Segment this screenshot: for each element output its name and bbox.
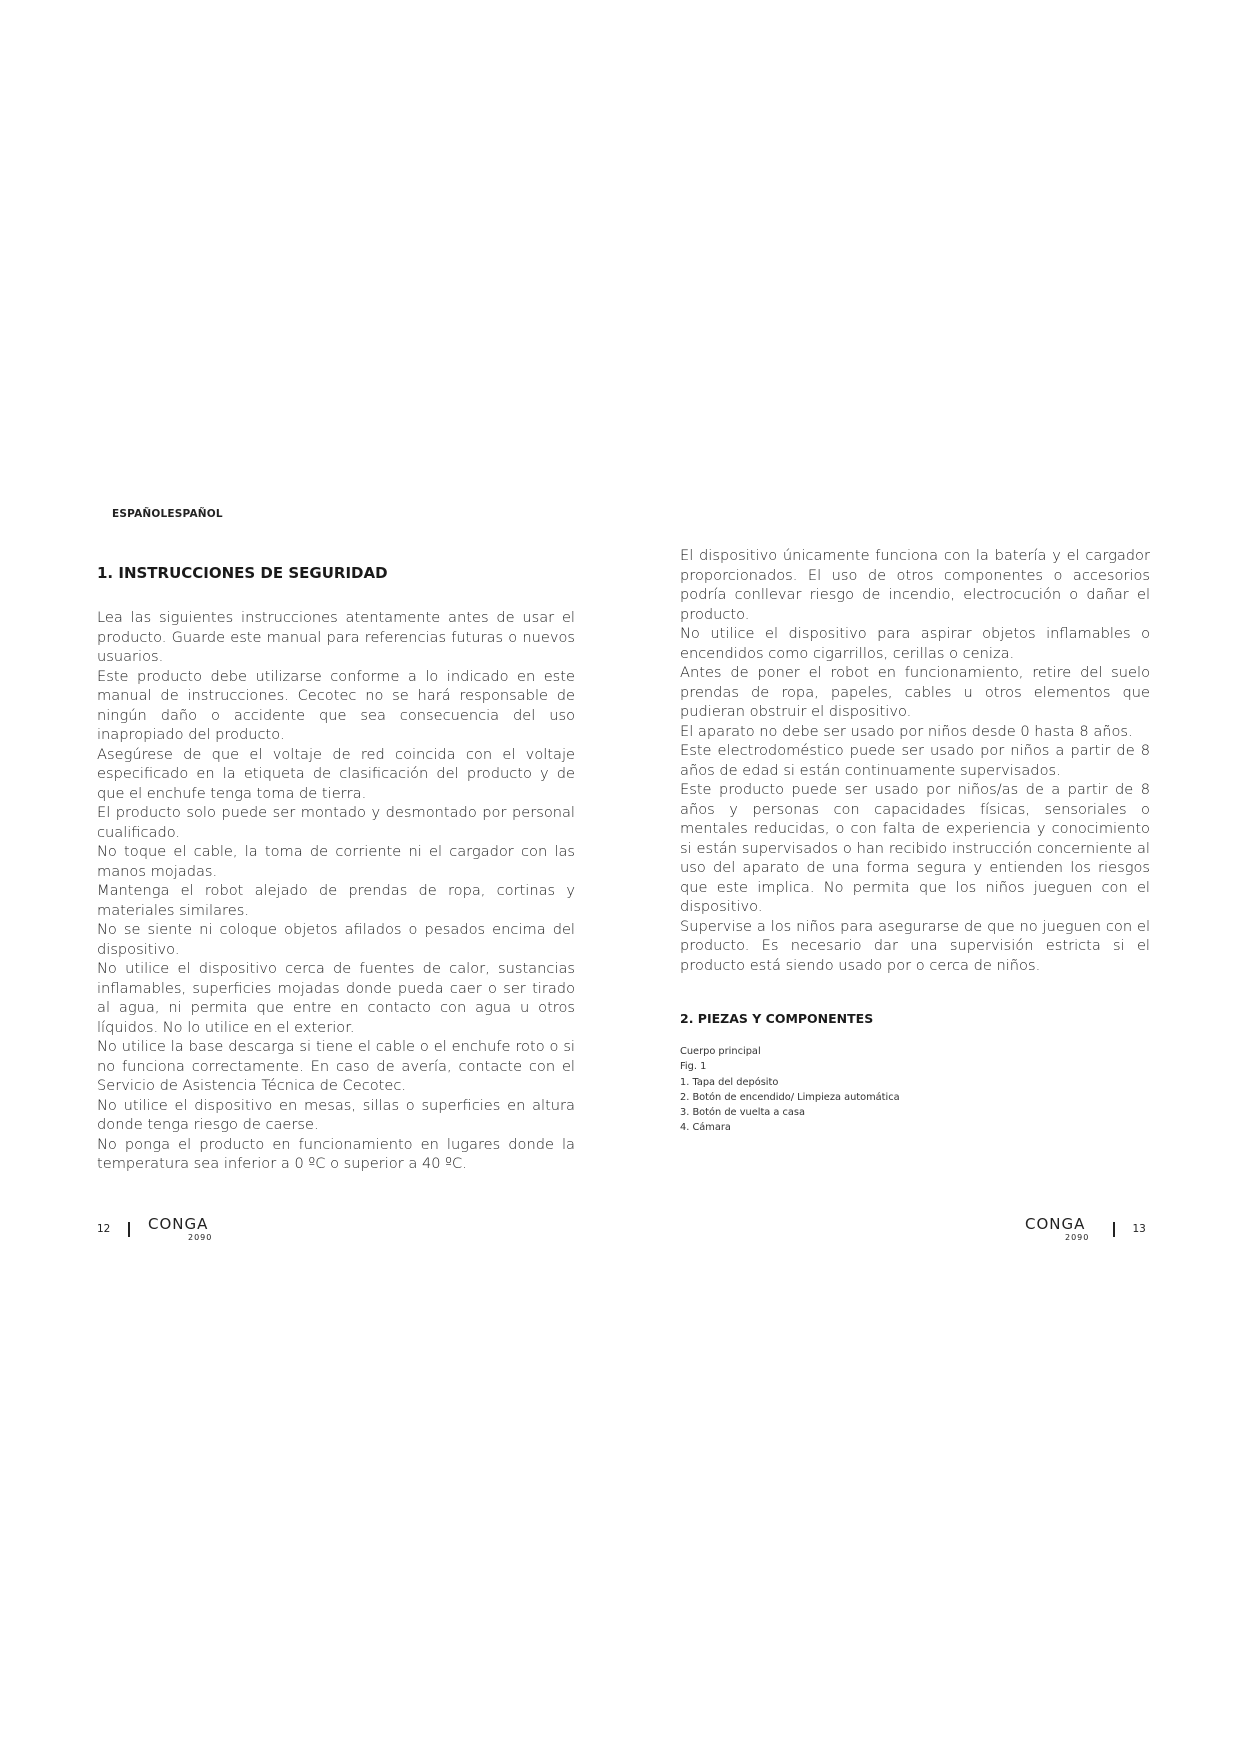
svg-text:2090: 2090 (1065, 1233, 1090, 1242)
section-title-safety: 1. INSTRUCCIONES DE SEGURIDAD (97, 564, 388, 582)
paragraph: No ponga el producto en funcionamiento en lugares donde la temperatura sea inferior a 0 ºC o superior a 40 ºC. (97, 1135, 575, 1172)
paragraph: No utilice la base descarga si tiene el cable o el enchufe roto o si no funciona correctamente. En caso de avería, contacte con el Servicio de Asistencia Técnica de Cecotec. (97, 1038, 575, 1094)
language-header: ESPAÑOLESPAÑOL (112, 508, 223, 520)
conga-logo (1025, 1215, 1095, 1243)
list-item: Cuerpo principal (680, 1046, 761, 1057)
safety-paragraphs-continued (680, 546, 1150, 975)
paragraph: Asegúrese de que el voltaje de red coincida con el voltaje especificado en la etiqueta de clasificación del producto y de que el enchufe tenga toma de tierra. (97, 745, 575, 802)
parts-section (680, 1011, 1150, 1136)
safety-paragraphs (97, 608, 575, 1174)
footer-left (97, 1215, 218, 1243)
svg-text:2090: 2090 (187, 1233, 213, 1242)
paragraph: No utilice el dispositivo en mesas, sillas o superficies en altura donde tenga riesgo de caerse. (97, 1096, 575, 1133)
paragraph: El producto solo puede ser montado y desmontado por personal cualificado. (97, 804, 575, 841)
list-item: 1. Tapa del depósito (680, 1076, 779, 1088)
page-number-left: 12 (97, 1223, 111, 1235)
list-item: 2. Botón de encendido/ Limpieza automática (680, 1091, 900, 1103)
paragraph: Mantenga el robot alejado de prendas de ropa, cortinas y materiales similares. (97, 882, 575, 919)
list-item: Fig. 1 (680, 1061, 707, 1073)
paragraph: Supervise a los niños para asegurarse de que no jueguen con el producto. Es necesario dar una supervisión estricta si el producto está siendo usado por o cerca de niños. (680, 917, 1150, 974)
footer-separator (128, 1222, 130, 1237)
section-title-parts: 2. PIEZAS Y COMPONENTES (680, 1011, 874, 1026)
conga-logo (148, 1215, 218, 1243)
paragraph: El aparato no debe ser usado por niños desde 0 hasta 8 años. (680, 722, 1133, 740)
parts-list (680, 1044, 1150, 1136)
paragraph: No toque el cable, la toma de corriente ni el cargador con las manos mojadas. (97, 843, 575, 880)
paragraph: Lea las siguientes instrucciones atentamente antes de usar el producto. Guarde este manual para referencias futuras o nuevos usuarios. (97, 609, 575, 665)
page-number-right: 13 (1132, 1223, 1146, 1235)
paragraph: No utilice el dispositivo para aspirar objetos inflamables o encendidos como cigarrillos, cerillas o ceniza. (680, 625, 1150, 662)
footer-right (1025, 1215, 1146, 1243)
list-item: 3. Botón de vuelta a casa (680, 1107, 806, 1119)
left-column (97, 564, 575, 1174)
paragraph: Este producto debe utilizarse conforme a lo indicado en este manual de instrucciones. Cecotec no se hará responsable de ningún daño o accidente que sea consecuencia del uso inapropiado del producto. (97, 667, 575, 743)
right-column (680, 546, 1150, 1136)
paragraph: No utilice el dispositivo cerca de fuentes de calor, sustancias inflamables, superficies mojadas donde pueda caer o ser tirado al agua, ni permita que entre en contacto con agua u otros líquidos. No lo utilice en el exterior. (97, 960, 575, 1036)
paragraph: No se siente ni coloque objetos afilados o pesados encima del dispositivo. (97, 921, 575, 958)
paragraph: Este electrodoméstico puede ser usado por niños a partir de 8 años de edad si están continuamente supervisados. (680, 742, 1150, 779)
footer-separator (1113, 1222, 1115, 1237)
list-item: 4. Cámara (680, 1122, 731, 1134)
paragraph: El dispositivo únicamente funciona con la batería y el cargador proporcionados. El uso de otros componentes o accesorios podría conllevar riesgo de incendio, electrocución o dañar el producto. (680, 547, 1150, 623)
paragraph: Antes de poner el robot en funcionamiento, retire del suelo prendas de ropa, papeles, cables u otros elementos que pudieran obstruir el dispositivo. (680, 664, 1150, 720)
svg-text:CONGA: CONGA (147, 1215, 209, 1233)
svg-text:CONGA: CONGA (1025, 1215, 1086, 1233)
paragraph: Este producto puede ser usado por niños/as de a partir de 8 años y personas con capacidades físicas, sensoriales o mentales reducidas, o con falta de experiencia y conocimiento si están supervisados o han recibido instrucción concerniente al uso del aparato de una forma segura y entienden los riesgos que este implica. No permita que los niños jueguen con el dispositivo. (680, 781, 1150, 915)
